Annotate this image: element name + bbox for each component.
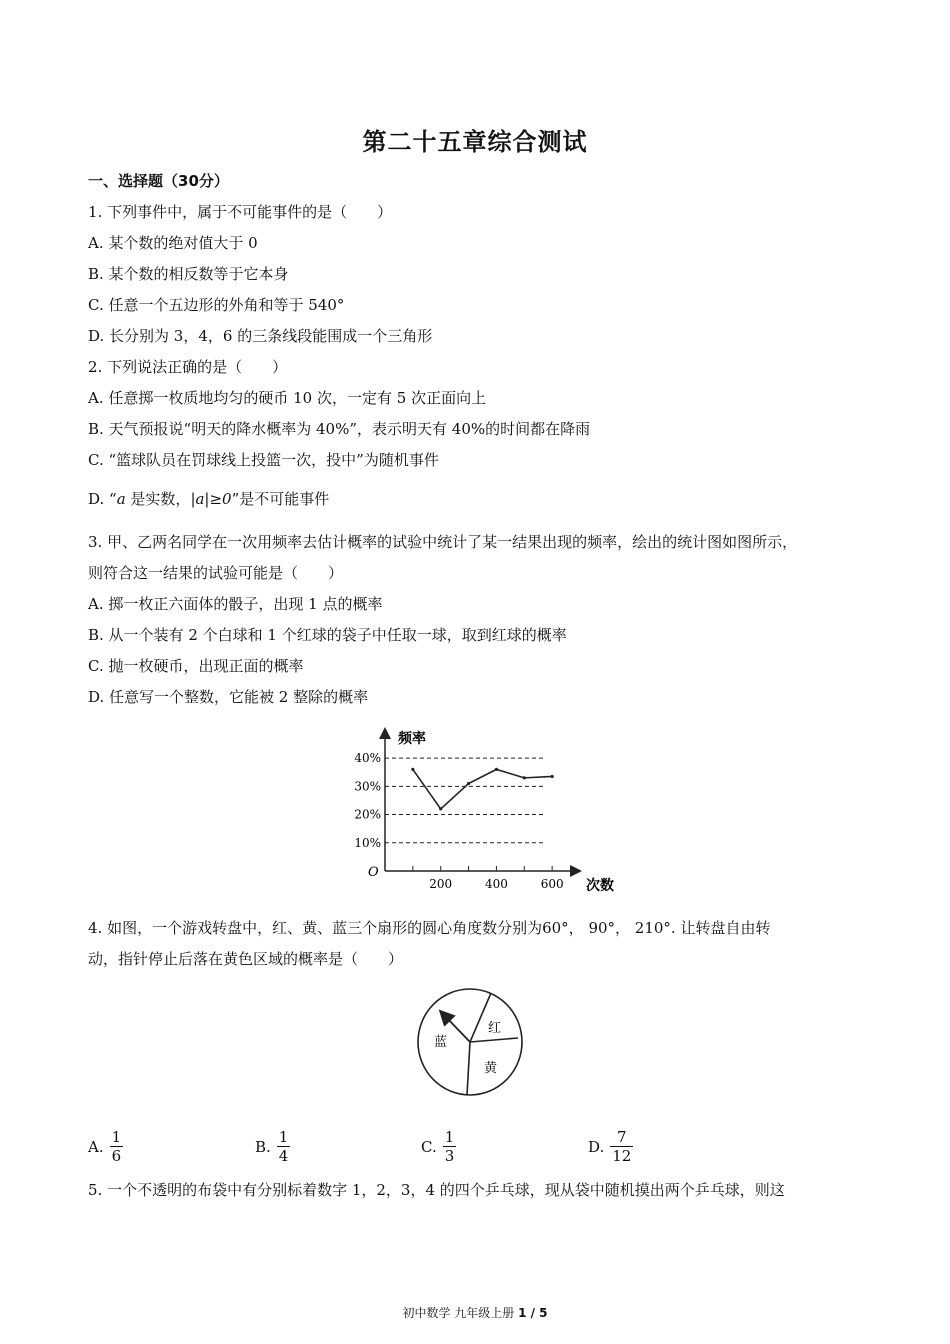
question-3-option-b: B. 从一个装有 2 个白球和 1 个红球的袋子中任取一球，取到红球的概率 [88, 626, 567, 644]
data-point [551, 775, 554, 778]
x-tick-label: 400 [484, 877, 508, 891]
question-4-option-d [588, 1128, 633, 1165]
footer-text: 初中数学 九年级上册 [402, 1306, 519, 1320]
fraction [110, 1128, 124, 1165]
page-footer [0, 1304, 950, 1321]
fraction [277, 1128, 291, 1165]
question-1-option-a: A. 某个数的绝对值大于 0 [88, 234, 258, 252]
option-d-middle: 是实数， [125, 490, 191, 508]
question-4-stem-line2: 动，指针停止后落在黄色区域的概率是（ ） [88, 950, 404, 968]
question-4-option-a [88, 1128, 123, 1165]
sector-label-yellow: 黄 [484, 1061, 498, 1076]
option-label: B. [255, 1137, 271, 1156]
question-3-option-a: A. 掷一枚正六面体的骰子，出现 1 点的概率 [88, 595, 383, 613]
numerator: 1 [111, 1128, 122, 1146]
question-5-stem: 5. 一个不透明的布袋中有分别标着数字 1，2，3，4 的四个乒乓球，现从袋中随机摸出两个乒乓球，则这 [88, 1181, 785, 1199]
question-3-option-d: D. 任意写一个整数，它能被 2 整除的概率 [88, 688, 369, 706]
question-1-option-d: D. 长分别为 3，4，6 的三条线段能围成一个三角形 [88, 327, 433, 345]
question-4-option-c [421, 1128, 456, 1165]
variable-a: a [116, 490, 126, 508]
numerator: 7 [610, 1128, 633, 1147]
x-axis-label: 次数 [586, 878, 614, 894]
numerator: 1 [444, 1128, 455, 1146]
fraction [610, 1128, 633, 1165]
option-label: D. [588, 1137, 605, 1156]
origin-label: O [368, 865, 379, 880]
sector-label-red: 红 [488, 1021, 502, 1036]
y-tick-label: 10% [354, 835, 381, 850]
question-3-option-c: C. 抛一枚硬币，出现正面的概率 [88, 657, 304, 675]
denominator: 4 [278, 1147, 289, 1165]
section-heading: 一、选择题（30分） [88, 172, 229, 190]
question-4-stem-line1: 4. 如图，一个游戏转盘中，红、黄、蓝三个扇形的圆心角度数分别为60°， 90°， 210°. 让转盘自由转 [88, 919, 771, 937]
denominator: 6 [111, 1147, 122, 1165]
question-3-stem-line2: 则符合这一结果的试验可能是（ ） [88, 564, 344, 582]
frequency-line-chart [340, 725, 614, 900]
absolute-value-expression: |a|≥0 [190, 490, 232, 508]
data-point [467, 782, 470, 785]
question-2-option-a: A. 任意掷一枚质地均匀的硬币 10 次，一定有 5 次正面向上 [88, 389, 487, 407]
data-point [495, 768, 498, 771]
question-2-option-b: B. 天气预报说“明天的降水概率为 40%”，表示明天有 40%的时间都在降雨 [88, 420, 591, 438]
y-tick-label: 30% [354, 779, 381, 794]
fraction [443, 1128, 457, 1165]
question-2-option-d [88, 489, 329, 509]
question-3-stem-line1: 3. 甲、乙两名同学在一次用频率去估计概率的试验中统计了某一结果出现的频率，绘出的统计图如图所示， [88, 533, 798, 551]
y-tick-label: 40% [354, 751, 381, 766]
question-2-option-c: C. “篮球队员在罚球线上投篮一次，投中”为随机事件 [88, 451, 439, 469]
option-d-suffix: ”是不可能事件 [231, 490, 330, 508]
option-d-prefix: D. “ [88, 490, 117, 508]
question-1-stem: 1. 下列事件中，属于不可能事件的是（ ） [88, 203, 393, 221]
denominator: 12 [612, 1147, 632, 1165]
data-point [411, 768, 414, 771]
question-1-option-c: C. 任意一个五边形的外角和等于 540° [88, 296, 345, 314]
question-2-stem: 2. 下列说法正确的是（ ） [88, 358, 288, 376]
x-tick-label: 600 [540, 877, 564, 891]
denominator: 3 [444, 1147, 455, 1165]
y-tick-label: 20% [354, 807, 381, 822]
spinner-diagram [405, 980, 545, 1115]
sector-label-blue: 蓝 [434, 1035, 448, 1050]
numerator: 1 [278, 1128, 289, 1146]
option-label: A. [88, 1137, 104, 1156]
option-label: C. [421, 1137, 437, 1156]
y-axis-label: 频率 [398, 731, 426, 747]
page-number: 1 / 5 [518, 1306, 548, 1320]
question-1-option-b: B. 某个数的相反数等于它本身 [88, 265, 289, 283]
frequency-series-line [413, 769, 552, 809]
page-title: 第二十五章综合测试 [362, 128, 588, 156]
data-point [523, 776, 526, 779]
question-4-option-b [255, 1128, 290, 1165]
data-point [439, 807, 442, 810]
x-tick-label: 200 [429, 877, 453, 891]
